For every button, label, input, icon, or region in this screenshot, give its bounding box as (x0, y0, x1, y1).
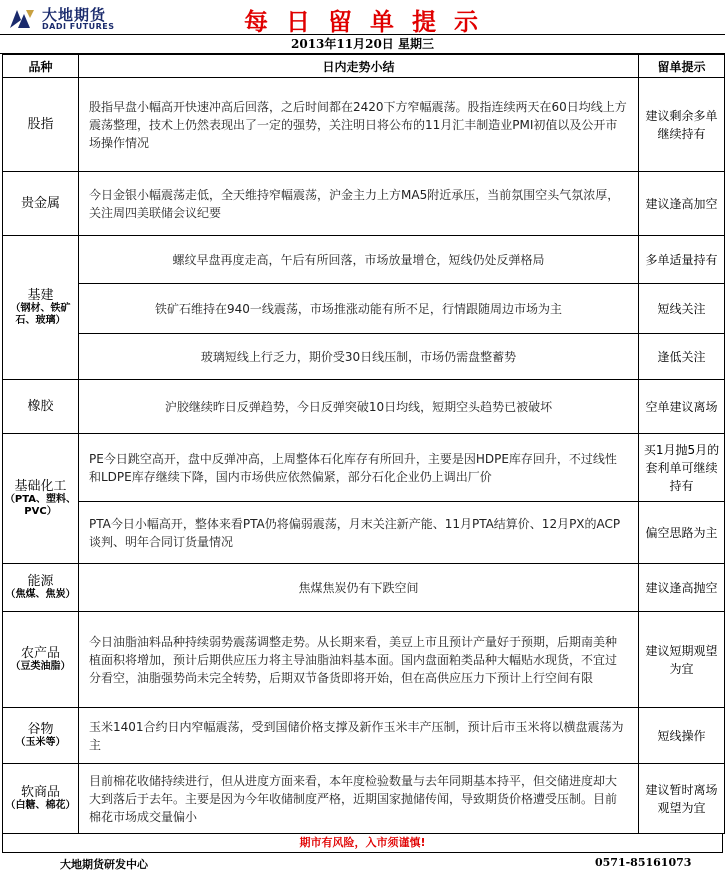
product-cell (3, 564, 79, 612)
advice-cell: 空单建议离场 (639, 380, 725, 434)
summary-cell: 今日油脂油料品种持续弱势震荡调整走势。从长期来看，美豆上市且预计产量好于预期，后期南美种植面积将增加，预计后期供应压力将主导油脂油料基本面。国内盘面粕类品种大幅贴水现货，不宜过分看空，油脂强势尚未完全转势，后期双节备货即将开始，但在高供应压力下预计上行空间有限 (79, 612, 639, 708)
advice-cell: 建议剩余多单继续持有 (639, 78, 725, 172)
dadi-logo-icon (8, 6, 36, 30)
advice-table (2, 54, 725, 834)
product-name: 农产品 (20, 646, 60, 661)
report-date: 2013年11月20日 星期三 (0, 35, 725, 54)
advice-cell: 建议暂时离场观望为宜 (639, 764, 725, 834)
research-center-name: 大地期货研发中心 (60, 858, 148, 871)
logo-english-name: DADI FUTURES (42, 22, 115, 31)
column-header-product: 品种 (3, 55, 79, 78)
table-row (3, 612, 725, 708)
table-row (3, 380, 725, 434)
table-row (3, 708, 725, 764)
product-cell (3, 236, 79, 380)
product-cell (3, 434, 79, 564)
table-row (3, 172, 725, 236)
contact-phone: 0571-85161073 (595, 856, 692, 869)
product-subtitle: （钢材、铁矿石、玻璃） (10, 303, 71, 326)
product-cell (3, 380, 79, 434)
product-name: 基础化工 (14, 479, 67, 494)
table-header-row (3, 55, 725, 78)
summary-cell: 玉米1401合约日内窄幅震荡，受到国储价格支撑及新作玉米丰产压制，预计后市玉米将以横盘震荡为主 (79, 708, 639, 764)
table-row (3, 564, 725, 612)
advice-cell: 逢低关注 (639, 334, 725, 380)
table-row (3, 78, 725, 172)
product-cell (3, 78, 79, 172)
advice-cell: 建议逢高加空 (639, 172, 725, 236)
header (0, 0, 725, 35)
footer (0, 853, 725, 873)
column-header-summary: 日内走势小结 (79, 55, 639, 78)
summary-cell: 股指早盘小幅高开快速冲高后回落，之后时间都在2420下方窄幅震荡。股指连续两天在60日均线上方震荡整理，技术上仍然表现出了一定的强势，关注明日将公布的11月汇丰制造业PMI初值以及公开市场操作情况 (79, 78, 639, 172)
advice-cell: 多单适量持有 (639, 236, 725, 284)
table-row (3, 764, 725, 834)
product-name: 贵金属 (20, 196, 60, 211)
product-name: 股指 (27, 117, 54, 132)
product-cell (3, 764, 79, 834)
product-name: 谷物 (27, 722, 54, 737)
product-subtitle: （白糖、棉花） (5, 800, 76, 811)
summary-cell: 沪胶继续昨日反弹趋势，今日反弹突破10日均线，短期空头趋势已被破坏 (79, 380, 639, 434)
risk-notice: 期市有风险，入市须谨慎! (2, 834, 723, 853)
product-name: 能源 (27, 574, 54, 589)
table-row (3, 334, 725, 380)
table-row (3, 502, 725, 564)
page-title: 每日留单提示 (244, 8, 496, 36)
summary-cell: 今日金银小幅震荡走低，全天维持窄幅震荡，沪金主力上方MA5附近承压，当前氛围空头气氛浓厚，关注周四美联储会议纪要 (79, 172, 639, 236)
advice-cell: 建议逢高抛空 (639, 564, 725, 612)
product-name: 基建 (27, 288, 54, 303)
summary-cell: 玻璃短线上行乏力，期价受30日线压制，市场仍需盘整蓄势 (79, 334, 639, 380)
product-cell (3, 612, 79, 708)
company-logo (8, 4, 128, 32)
product-subtitle: （玉米等） (15, 737, 66, 748)
logo-chinese-name: 大地期货 (42, 6, 107, 24)
summary-cell: 螺纹早盘再度走高，午后有所回落，市场放量增仓，短线仍处反弹格局 (79, 236, 639, 284)
column-header-advice: 留单提示 (639, 55, 725, 78)
table-row (3, 284, 725, 334)
advice-cell: 买1月抛5月的套利单可继续持有 (639, 434, 725, 502)
summary-cell: PE今日跳空高开，盘中反弹冲高，上周整体石化库存有所回升，主要是因HDPE库存回升，不过线性和LDPE库存继续下降，国内市场供应依然偏紧，部分石化企业仍上调出厂价 (79, 434, 639, 502)
product-cell (3, 708, 79, 764)
advice-cell: 短线操作 (639, 708, 725, 764)
product-subtitle: （焦煤、焦炭） (5, 589, 76, 600)
summary-cell: 目前棉花收储持续进行，但从进度方面来看，本年度检验数量与去年同期基本持平，但交储进度却大大到落后于去年。主要是因为今年收储制度严格，近期国家抛储传闻，导致期货价格遭受压制。目前棉花市场成交量偏小 (79, 764, 639, 834)
product-cell (3, 172, 79, 236)
product-name: 软商品 (20, 785, 60, 800)
advice-cell: 短线关注 (639, 284, 725, 334)
table-row (3, 236, 725, 284)
product-name: 橡胶 (27, 399, 54, 414)
product-subtitle: （豆类油脂） (10, 661, 71, 672)
product-subtitle: （PTA、塑料、PVC） (4, 494, 77, 517)
advice-cell: 建议短期观望为宜 (639, 612, 725, 708)
advice-cell: 偏空思路为主 (639, 502, 725, 564)
table-row (3, 434, 725, 502)
summary-cell: PTA今日小幅高开，整体来看PTA仍将偏弱震荡，月末关注新产能、11月PTA结算价、12月PX的ACP谈判、明年合同订货量情况 (79, 502, 639, 564)
summary-cell: 铁矿石维持在940一线震荡，市场推涨动能有所不足，行情跟随周边市场为主 (79, 284, 639, 334)
summary-cell: 焦煤焦炭仍有下跌空间 (79, 564, 639, 612)
